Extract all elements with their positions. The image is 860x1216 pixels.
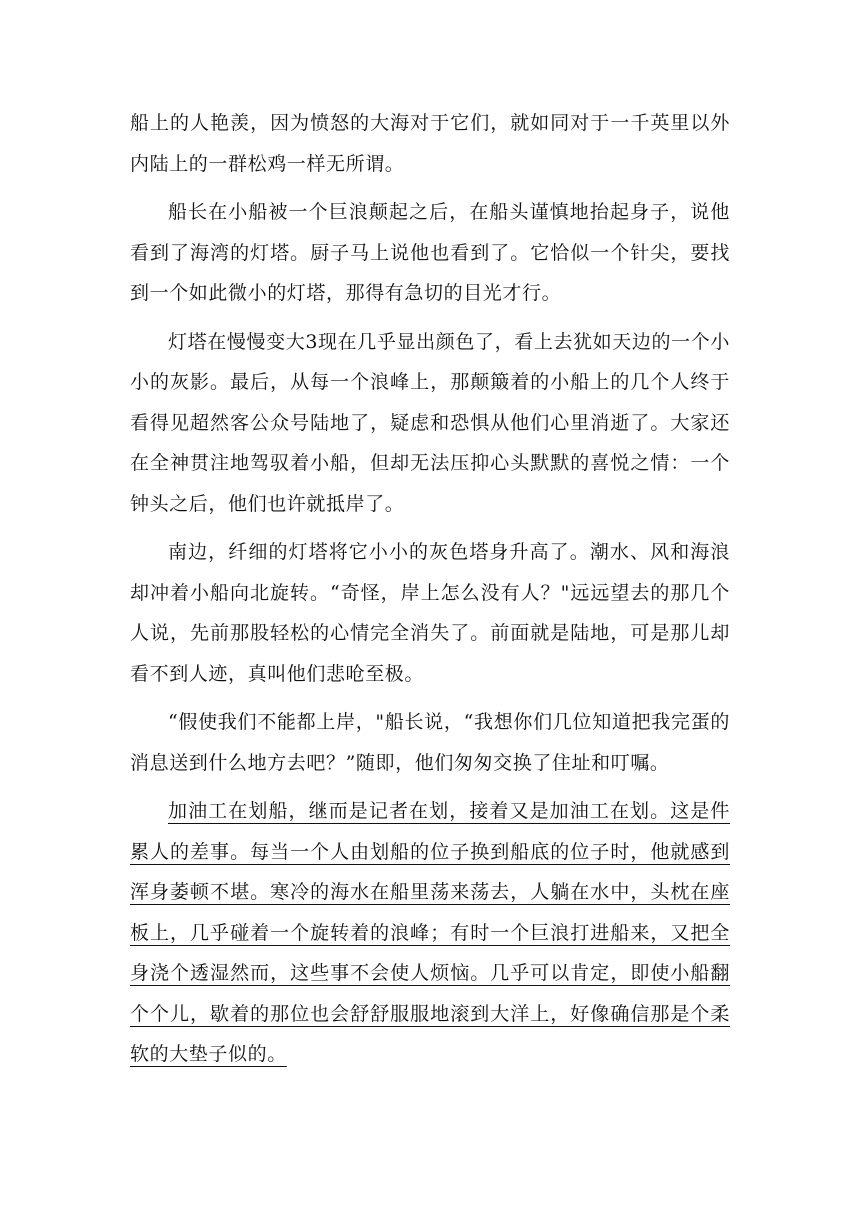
paragraph-3: 灯塔在慢慢变大3现在几乎显出颜色了，看上去犹如天边的一个小小的灰影。最后，从每一个浪峰上，那颠簸着的小船上的几个人终于看得见超然客公众号陆地了，疑虑和恐惧从他们心里消逝了。大家还在全神贯注地驾驭着小船，但却无法压抑心头默默的喜悦之情：一个钟头之后，他们也许就抵岸了。 [130,330,730,515]
paragraph-6-underlined: 加油工在划船，继而是记者在划，接着又是加油工在划。这是件累人的差事。每当一个人由划船的位子换到船底的位子时，他就感到浑身萎顿不堪。寒冷的海水在船里荡来荡去，人躺在水中，头枕在座板上，几乎碰着一个旋转着的浪峰；有时一个巨浪打进船来，又把全身浇个透湿然而，这些事不会使人烦恼。几乎可以肯定，即使小船翻个个儿，歇着的那位也会舒舒服服地滚到大洋上，好像确信那是个柔软的大垫子似的。 [130,800,730,1065]
document-page [130,103,730,1083]
paragraph-2: 船长在小船被一个巨浪颠起之后，在船头谨慎地抬起身子，说他看到了海湾的灯塔。厨子马上说他也看到了。它恰似一个针尖，要找到一个如此微小的灯塔，那得有急切的目光才行。 [130,201,730,304]
paragraph-4: 南边，纤细的灯塔将它小小的灰色塔身升高了。潮水、风和海浪却冲着小船向北旋转。“奇怪，岸上怎么没有人？"远远望去的那几个人说，先前那股轻松的心情完全消失了。前面就是陆地，可是那儿却看不到人迹，真叫他们悲呛至极。 [130,541,730,685]
paragraph-1: 船上的人艳羡，因为愤怒的大海对于它们，就如同对于一千英里以外内陆上的一群松鸡一样无所谓。 [130,112,730,175]
paragraph-5: “假使我们不能都上岸，"船长说，“我想你们几位知道把我完蛋的消息送到什么地方去吧？”随即，他们匆匆交换了住址和叮嘱。 [130,711,730,774]
